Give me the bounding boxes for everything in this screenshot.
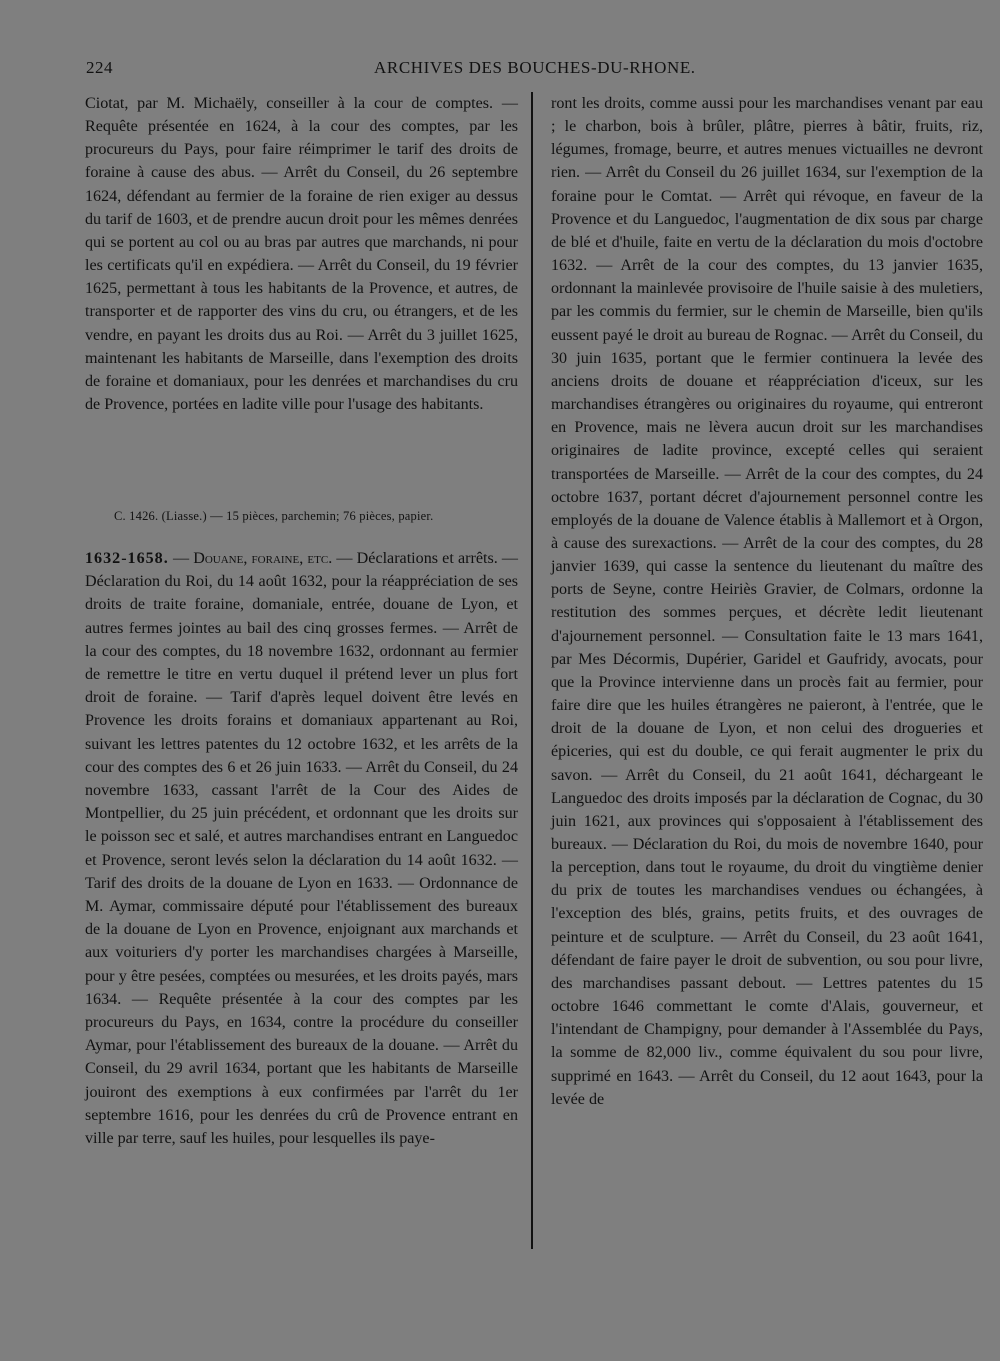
running-title: ARCHIVES DES BOUCHES-DU-RHONE. [374, 58, 696, 77]
right-paragraph-1: ront les droits, comme aussi pour les marchandises venant par eau ; le charbon, bois à brûler, plâtre, pierres à bâtir, fruits, riz, légumes, fromage, beurre, et autres menues victuailles ne devront rien. — Arrêt du Conseil du 26 juillet 1634, sur l'exemption de la foraine pour le Comtat. — Arrêt qui révoque, en faveur de la Provence et du Languedoc, l'augmentation de dix sous par charge de blé et d'huile, faite en vertu de la déclaration du mois d'octobre 1632. — Arrêt de la cour des comptes, du 13 janvier 1635, ordonnant la mainlevée provisoire de l'huile saisie à des muletiers, par les commis du fermier, sur le chemin de Marseille, bien qu'ils eussent payé le droit au bureau de Rognac. — Arrêt du Conseil, du 30 juin 1635, portant que le fermier continuera la levée des anciens droits de douane et réappréciation d'iceux, sur les marchandises étrangères ou originaires du royaume, qui entreront en Provence, mais ne lèvera aucun droit sur les marchandises originaires de ladite province, excepté celles qui seraient transportées de Marseille. — Arrêt de la cour des comptes, du 24 octobre 1637, portant décret d'ajournement personnel contre les employés de la douane de Valence établis à Mallemort et à Orgon, à cause des surexactions. — Arrêt de la cour des comptes, du 28 janvier 1639, qui casse la sentence du lieutenant du maître des ports de Seyne, contre Heiriès Gravier, de Colmars, ordonne la restitution des sommes perçues, et décrète ledit lieutenant d'ajournement personnel. — Consultation faite le 13 mars 1641, par Mes Décormis, Dupérier, Garidel et Gaufridy, avocats, pour que la Province intervienne dans un procès fait au fermier, pour faire dire que les huiles étrangères ne paieront, à l'entrée, que le droit de la douane de Lyon, et non celui des drogueries et épiceries, qui est du double, ce qui ferait augmenter le prix du savon. — Arrêt du Conseil, du 21 août 1641, déchargeant le Languedoc des droits imposés par la déclaration de Cognac, du 30 juin 1621, aux provinces qui s'opposaient à l'établissement des bureaux. — Déclaration du Roi, du mois de novembre 1640, pour la perception, dans tout le royaume, du droit du vingtième denier du prix de toutes les marchandises vendues ou échangées, à l'exception des blés, grains, petits fruits, et des ouvrages de peinture et de sculpture. — Arrêt du Conseil, du 23 août 1641, défendant de faire payer le droit de subvention, ou sou pour livre, des marchandises passant debout. — Lettres patentes du 15 octobre 1646 commettant le comte d'Alais, gouverneur, et l'intendant de Champigny, pour demander à l'Assemblée du Pays, la somme de 82,000 liv., comme équivalent du sou pour livre, supprimé en 1643. — Arrêt du Conseil, du 12 aout 1643, pour la levée de [551, 95, 983, 1108]
left-entry-block [85, 547, 518, 1150]
left-column [85, 92, 518, 416]
column-divider [531, 92, 533, 1249]
left-paragraph-2: — Déclarations et arrêts. — Déclaration du Roi, du 14 août 1632, pour la réappréciation de ses droits de traite foraine, domaniale, entrée, douane de Lyon, et autres fermes jointes au bail des cinq grosses fermes. — Arrêt de la cour des comptes, du 18 novembre 1632, ordonnant au fermier de remettre le titre en vertu duquel il prétend lever un plus fort droit de foraine. — Tarif d'après lequel doivent être levés en Provence les droits forains et domaniaux appartenant au Roi, suivant les lettres patentes du 12 octobre 1632, et les arrêts de la cour des comptes des 6 et 26 juin 1633. — Arrêt du Conseil, du 24 novembre 1633, cassant l'arrêt de la Cour des Aides de Montpellier, du 25 juin précédent, et ordonnant que les droits sur le poisson sec et salé, et autres marchandises entrant en Languedoc et Provence, seront levés selon la déclaration du 14 août 1632. — Tarif des droits de la douane de Lyon en 1633. — Ordonnance de M. Aymar, commissaire député pour l'établissement des bureaux de la douane de Lyon en Provence, enjoignant aux marchands et aux voituriers d'y porter les marchandises chargées à Marseille, pour y être pesées, comptées ou mesurées, et les droits payés, mars 1634. — Requête présentée à la cour des comptes par les procureurs du Pays, en 1634, contre la procédure du conseiller Aymar, pour l'établissement des bureaux de la douane. — Arrêt du Conseil, du 29 avril 1634, portant que les habitants de Marseille jouiront des exemptions à eux confirmées par l'arrêt du 1er septembre 1616, pour les denrées du crû de Provence entrant en ville par terre, sauf les huiles, pour lesquelles ils paye- [85, 550, 519, 1148]
liasse-note: C. 1426. (Liasse.) — 15 pièces, parchemin; 76 pièces, papier. [114, 509, 434, 523]
page-header [86, 58, 986, 82]
page-number: 224 [86, 58, 113, 77]
entry-date-heading: 1632-1658. [85, 550, 169, 567]
left-paragraph-1: Ciotat, par M. Michaëly, conseiller à la cour de comptes. — Requête présentée en 1624, à la cour des comptes, par les procureurs du Pays, pour faire réimprimer le tarif des droits de foraine à cause des abus. — Arrêt du Conseil, du 26 septembre 1624, défendant au fermier de la foraine de rien exiger au dessus du tarif de 1603, et de prendre aucun droit pour les mêmes denrées qui se portent au col ou au bras par autres que marchands, ni pour les certificats qu'il en expédiera. — Arrêt du Conseil, du 19 février 1625, permettant à tous les habitants de la Provence, et autres, de transporter et de rapporter des vins du cru, ou étrangers, et de les vendre, en payant les droits dus au Roi. — Arrêt du 3 juillet 1625, maintenant les habitants de Marseille, dans l'exemption des droits de foraine et domaniaux, pour les denrées et marchandises du cru de Provence, portées en ladite ville pour l'usage des habitants. [85, 95, 518, 414]
entry-subject: — Douane, foraine, etc. [172, 550, 333, 567]
right-column [551, 92, 983, 1111]
